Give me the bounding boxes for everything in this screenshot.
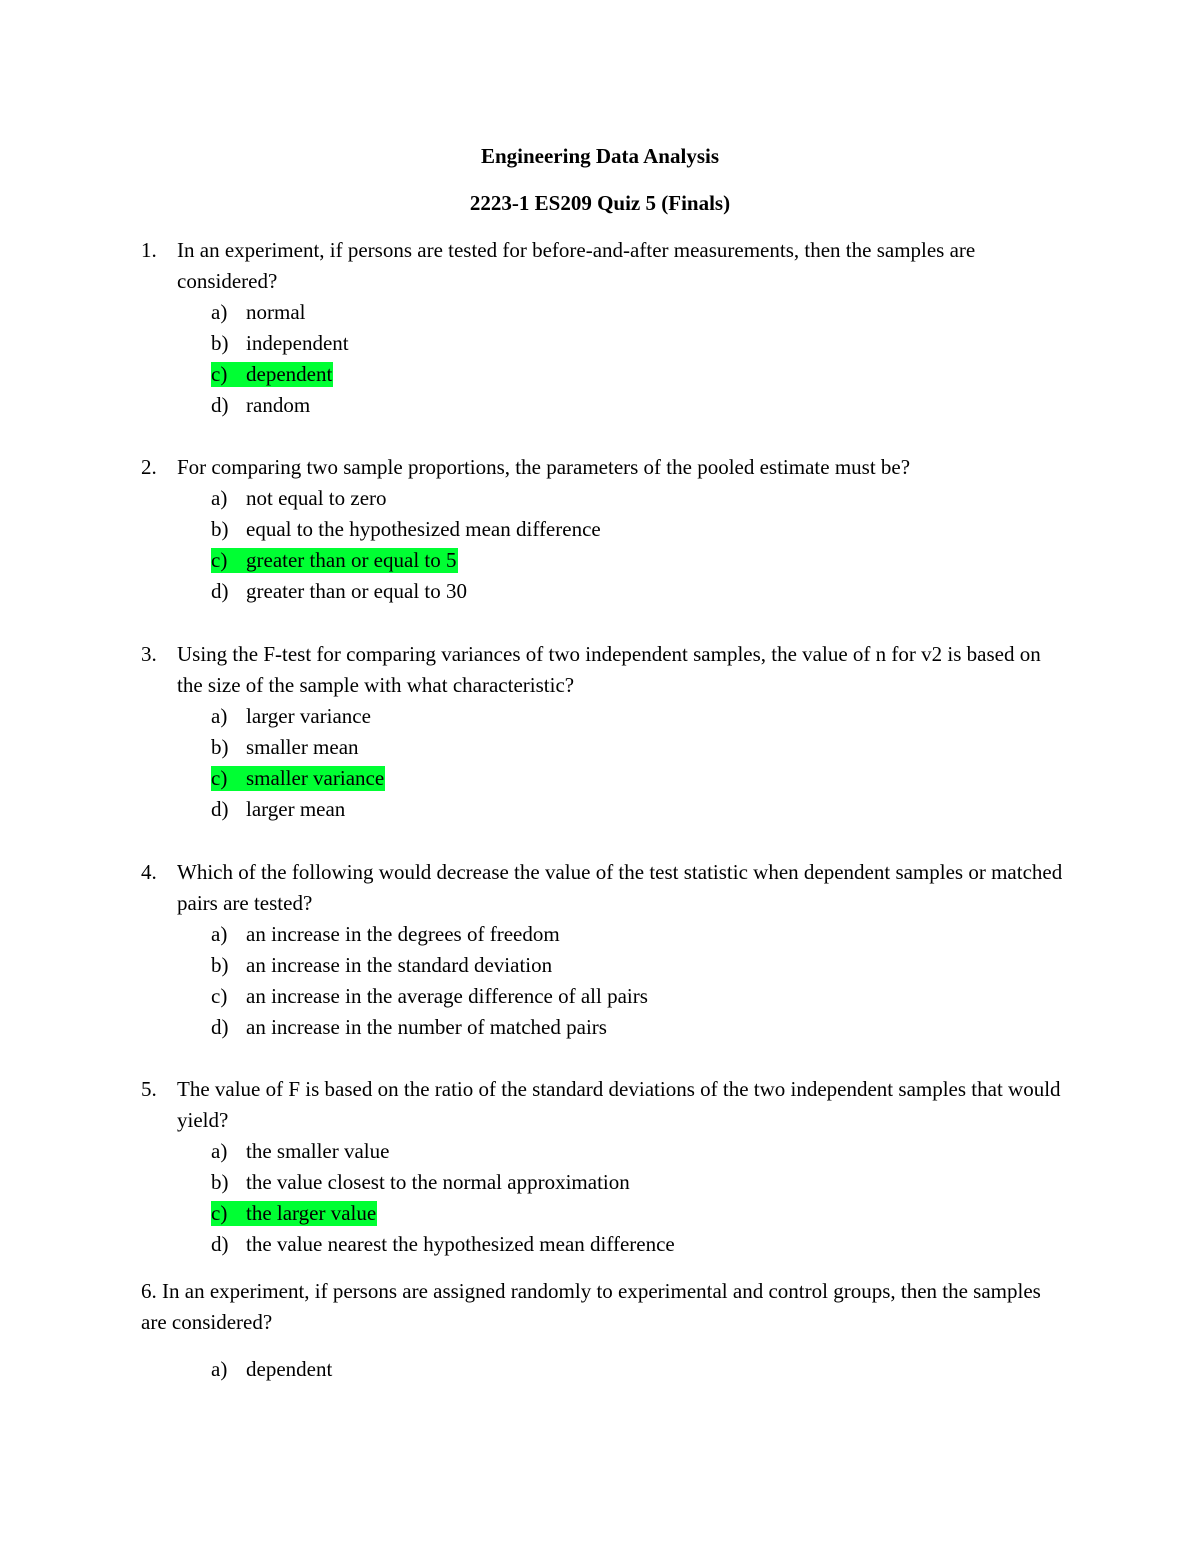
option-a xyxy=(211,701,1071,732)
option-b xyxy=(211,328,1071,359)
option-c xyxy=(211,545,1071,576)
highlighted-answer xyxy=(211,766,385,791)
option-letter: b) xyxy=(211,735,229,759)
document-title: Engineering Data Analysis xyxy=(480,144,720,168)
option-letter: c) xyxy=(211,548,228,572)
question-number: 2. xyxy=(141,455,157,479)
option-text: an increase in the degrees of freedom xyxy=(246,922,560,946)
option-text: greater than or equal to 30 xyxy=(246,579,467,603)
option-letter: d) xyxy=(211,797,229,821)
option-text: greater than or equal to 5 xyxy=(246,548,457,572)
option-text: equal to the hypothesized mean difference xyxy=(246,517,601,541)
option-text: independent xyxy=(246,331,349,355)
question-text: Which of the following would decrease the value of the test statistic when dependent samples or matched pairs are tested? xyxy=(177,860,1063,915)
option-list xyxy=(141,1136,1071,1260)
option-b xyxy=(211,950,1071,981)
option-text: smaller mean xyxy=(246,735,359,759)
option-letter: a) xyxy=(211,922,228,946)
option-text: dependent xyxy=(246,1357,333,1381)
highlighted-answer xyxy=(211,548,458,573)
option-c xyxy=(211,981,1071,1012)
question-number: 4. xyxy=(141,860,157,884)
option-letter: b) xyxy=(211,517,229,541)
option-b xyxy=(211,514,1071,545)
option-text: dependent xyxy=(246,362,333,386)
question-text: For comparing two sample proportions, the parameters of the pooled estimate must be? xyxy=(177,455,911,479)
document-subtitle: 2223-1 ES209 Quiz 5 (Finals) xyxy=(469,191,731,215)
option-a xyxy=(211,297,1071,328)
question-6 xyxy=(141,1276,1071,1385)
option-a xyxy=(211,483,1071,514)
option-d xyxy=(211,794,1071,825)
option-c xyxy=(211,359,1071,390)
question-text: Using the F-test for comparing variances of two independent samples, the value of n for v2 is based on the size of the sample with what characteristic? xyxy=(177,642,1041,697)
option-letter: d) xyxy=(211,1015,229,1039)
option-list xyxy=(141,701,1071,825)
highlighted-answer xyxy=(211,1201,377,1226)
option-letter: b) xyxy=(211,331,229,355)
option-a xyxy=(211,1136,1071,1167)
highlighted-answer xyxy=(211,362,333,387)
question-text: In an experiment, if persons are tested for before-and-after measurements, then the samples are considered? xyxy=(177,238,976,293)
option-text: larger mean xyxy=(246,797,346,821)
option-text: not equal to zero xyxy=(246,486,387,510)
option-letter: b) xyxy=(211,953,229,977)
question-number: 3. xyxy=(141,642,157,666)
option-text: the larger value xyxy=(246,1201,377,1225)
option-text: an increase in the standard deviation xyxy=(246,953,553,977)
option-a xyxy=(211,919,1071,950)
option-d xyxy=(211,1229,1071,1260)
question-text: In an experiment, if persons are assigned randomly to experimental and control groups, then the samples are considered? xyxy=(141,1279,1041,1334)
option-letter: a) xyxy=(211,486,228,510)
option-a xyxy=(211,1354,1071,1385)
option-b xyxy=(211,1167,1071,1198)
option-text: random xyxy=(246,393,311,417)
question-number: 1. xyxy=(141,238,157,262)
option-letter: c) xyxy=(211,1201,228,1225)
option-b xyxy=(211,732,1071,763)
question-number: 5. xyxy=(141,1077,157,1101)
option-text: larger variance xyxy=(246,704,371,728)
option-letter: c) xyxy=(211,766,228,790)
option-text: an increase in the number of matched pairs xyxy=(246,1015,607,1039)
question-2 xyxy=(141,452,1071,607)
option-list xyxy=(141,483,1071,607)
option-d xyxy=(211,390,1071,421)
option-letter: c) xyxy=(211,362,228,386)
option-letter: b) xyxy=(211,1170,229,1194)
option-d xyxy=(211,1012,1071,1043)
option-letter: d) xyxy=(211,1232,229,1256)
option-list xyxy=(141,1354,1071,1385)
option-text: smaller variance xyxy=(246,766,385,790)
question-1 xyxy=(141,235,1071,421)
question-number: 6. xyxy=(141,1279,157,1303)
question-5 xyxy=(141,1074,1071,1260)
option-letter: a) xyxy=(211,1139,228,1163)
option-letter: d) xyxy=(211,579,229,603)
option-list xyxy=(141,919,1071,1043)
option-text: the smaller value xyxy=(246,1139,390,1163)
option-text: the value nearest the hypothesized mean difference xyxy=(246,1232,675,1256)
option-letter: a) xyxy=(211,300,228,324)
option-d xyxy=(211,576,1071,607)
option-list xyxy=(141,297,1071,421)
question-3 xyxy=(141,639,1071,825)
option-c xyxy=(211,1198,1071,1229)
option-letter: a) xyxy=(211,1357,228,1381)
question-text-block xyxy=(141,1276,1071,1338)
option-letter: c) xyxy=(211,984,228,1008)
question-text: The value of F is based on the ratio of the standard deviations of the two independent samples that would yield? xyxy=(177,1077,1061,1132)
option-text: normal xyxy=(246,300,306,324)
option-text: an increase in the average difference of all pairs xyxy=(246,984,648,1008)
option-text: the value closest to the normal approximation xyxy=(246,1170,630,1194)
option-c xyxy=(211,763,1071,794)
question-4 xyxy=(141,857,1071,1043)
option-letter: a) xyxy=(211,704,228,728)
option-letter: d) xyxy=(211,393,229,417)
